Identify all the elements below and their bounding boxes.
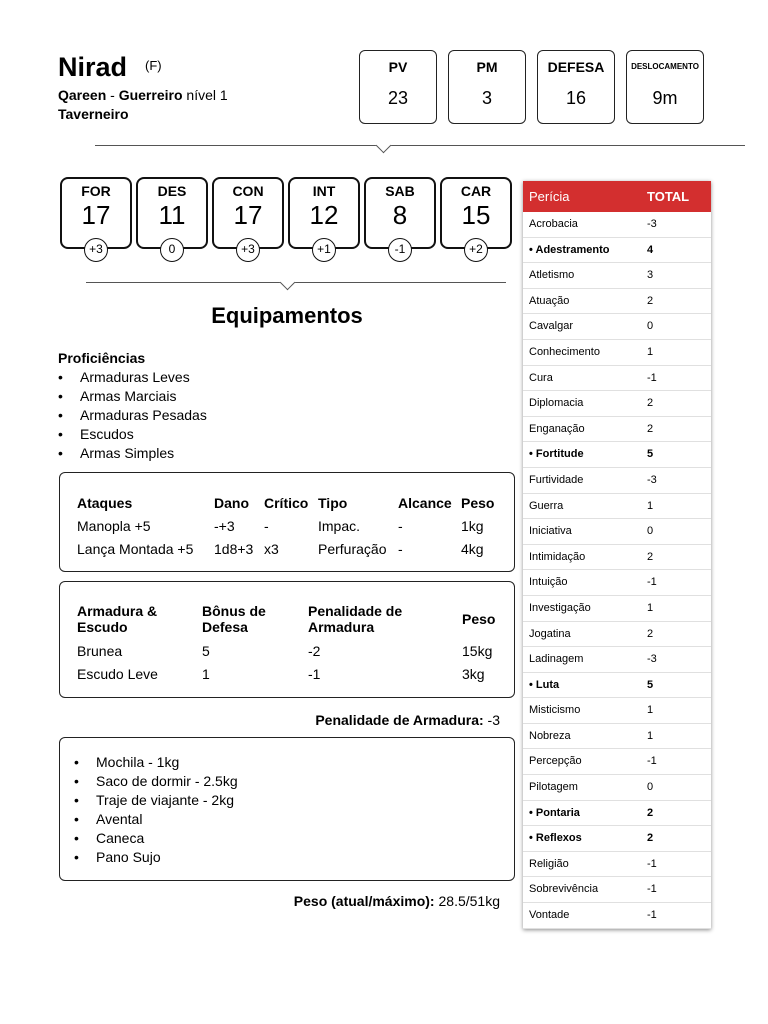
skill-row [523, 570, 711, 596]
table-header-row [77, 491, 507, 514]
list-item: • Traje de viajante - 2kg [74, 792, 234, 808]
skills-header [523, 181, 711, 212]
bullet: • [74, 811, 79, 827]
table-row [77, 537, 507, 560]
table-cell: 1d8+3 [214, 540, 254, 557]
skill-row [523, 749, 711, 775]
column-header: Dano [214, 494, 249, 511]
skill-name: • Adestramento [529, 243, 610, 256]
skill-name: • Luta [529, 678, 560, 691]
skill-total: 1 [647, 729, 654, 742]
character-level: nível 1 [186, 87, 228, 103]
attr-label: CON [232, 183, 264, 199]
skill-name: Vontade [529, 909, 570, 922]
attr-value: 12 [309, 200, 339, 230]
list-item: • Pano Sujo [74, 849, 161, 865]
list-item: • Armas Marciais [58, 388, 177, 404]
bullet: • [58, 388, 63, 404]
skill-name: Intuição [529, 576, 568, 589]
attr-int-modifier: +1 [312, 238, 336, 262]
stat-label: DESLOCAMENTO [631, 62, 699, 71]
attr-car-modifier: +2 [464, 238, 488, 262]
table-cell: 4kg [461, 540, 484, 557]
skill-row [523, 775, 711, 801]
table-cell: -2 [308, 642, 321, 659]
skill-total: 5 [647, 678, 654, 691]
skill-total: -3 [647, 473, 657, 486]
skill-row [523, 391, 711, 417]
skill-name: Religião [529, 857, 569, 870]
skill-name: • Pontaria [529, 806, 580, 819]
skill-name: Atletismo [529, 269, 575, 282]
skill-total: -3 [647, 218, 657, 230]
skill-name: Acrobacia [529, 218, 578, 230]
separator: - [110, 87, 115, 103]
skill-name: Furtividade [529, 473, 584, 486]
skill-total: 2 [647, 550, 654, 563]
skill-name: Sobrevivência [529, 883, 599, 896]
skill-total: -1 [647, 371, 657, 384]
skill-name: Intimidação [529, 550, 586, 563]
table-cell: Perfuração [318, 540, 387, 557]
skill-total: -1 [647, 883, 657, 896]
skill-total: 4 [647, 243, 654, 256]
skill-total: -1 [647, 576, 657, 589]
skill-name: Jogatina [529, 627, 571, 640]
skills-header-total: TOTAL [647, 189, 690, 204]
attr-con-modifier: +3 [236, 238, 260, 262]
attributes-divider-notch [280, 275, 296, 291]
stat-pv [359, 50, 437, 124]
attr-label: INT [312, 183, 336, 199]
table-cell: x3 [264, 540, 279, 557]
skill-total: 0 [647, 320, 654, 333]
armor-table [77, 599, 507, 685]
list-item: • Avental [74, 811, 143, 827]
table-cell: -1 [308, 665, 321, 682]
skill-name: Cavalgar [529, 320, 574, 333]
skill-name: • Reflexos [529, 832, 582, 845]
stat-label: PM [476, 59, 498, 75]
skill-row [523, 673, 711, 699]
table-cell: Impac. [318, 517, 361, 534]
weight-label: Peso (atual/máximo): [293, 893, 435, 909]
skill-total: 0 [647, 781, 654, 794]
character-class: Guerreiro [118, 87, 183, 103]
skill-total: 2 [647, 397, 654, 410]
skill-row [523, 314, 711, 340]
skill-total: -3 [647, 653, 657, 666]
skill-total: 2 [647, 422, 654, 435]
skill-row [523, 647, 711, 673]
table-row [77, 639, 507, 662]
bullet: • [74, 830, 79, 846]
column-header: Peso [462, 611, 496, 627]
stat-label: PV [388, 59, 408, 75]
armor-penalty-value: -3 [487, 712, 500, 728]
items-list [74, 753, 494, 867]
skill-row [523, 698, 711, 724]
skill-total: 1 [647, 499, 654, 512]
armor-penalty [315, 712, 500, 728]
skill-total: -1 [647, 755, 657, 768]
skill-name: Guerra [529, 499, 564, 512]
table-cell: -+3 [214, 517, 235, 534]
character-occupation: Taverneiro [58, 106, 129, 122]
stat-value: 23 [387, 88, 409, 108]
skills-rows [523, 212, 711, 929]
bullet: • [74, 792, 79, 808]
skill-row [523, 212, 711, 238]
table-cell: Manopla +5 [77, 517, 151, 534]
skill-total: 3 [647, 269, 654, 282]
weight-value: 28.5/51kg [438, 893, 500, 909]
table-row [77, 662, 507, 685]
skill-name: Conhecimento [529, 345, 600, 358]
skill-row [523, 877, 711, 903]
armor-penalty-label: Penalidade de Armadura: [315, 712, 484, 728]
attr-for-modifier: +3 [84, 238, 108, 262]
skill-total: 5 [647, 448, 654, 461]
table-cell: 3kg [462, 665, 485, 682]
skill-row [523, 289, 711, 315]
skill-row [523, 442, 711, 468]
attr-value: 15 [461, 200, 491, 230]
bullet: • [58, 426, 63, 442]
bullet: • [74, 773, 79, 789]
skill-name: Nobreza [529, 729, 571, 742]
skill-row [523, 545, 711, 571]
skill-row [523, 596, 711, 622]
table-cell: 1 [202, 665, 210, 682]
bullet: • [74, 849, 79, 865]
attr-label: SAB [385, 183, 415, 199]
character-race-class [58, 87, 228, 103]
bullet: • [58, 369, 63, 385]
skill-name: Ladinagem [529, 653, 584, 666]
stat-value: 9m [652, 88, 678, 108]
column-header: Crítico [264, 494, 309, 511]
attacks-panel [59, 472, 515, 572]
stat-pm [448, 50, 526, 124]
skill-name: Misticismo [529, 704, 581, 717]
table-cell: Lança Montada +5 [77, 540, 194, 557]
skills-table [523, 181, 711, 929]
list-item: • Saco de dormir - 2.5kg [74, 773, 238, 789]
column-header: Penalidade de Armadura [308, 603, 403, 635]
skill-total: 2 [647, 832, 654, 845]
column-header: Ataques [77, 494, 133, 511]
table-cell: - [398, 540, 403, 557]
skill-name: Diplomacia [529, 397, 584, 410]
column-header: Armadura & Escudo [77, 603, 158, 635]
skills-header-name: Perícia [529, 189, 570, 204]
skill-row [523, 263, 711, 289]
attr-value: 8 [392, 200, 408, 230]
column-header: Alcance [398, 494, 452, 511]
skill-row [523, 340, 711, 366]
table-cell: 5 [202, 642, 210, 659]
table-cell: 15kg [462, 642, 493, 659]
skill-row [523, 826, 711, 852]
table-row [77, 514, 507, 537]
skill-name: Atuação [529, 294, 570, 307]
skill-total: 1 [647, 345, 654, 358]
attr-value: 17 [233, 200, 263, 230]
list-item: • Caneca [74, 830, 145, 846]
skill-name: Percepção [529, 755, 582, 768]
skill-name: Pilotagem [529, 781, 578, 794]
skill-total: -1 [647, 857, 657, 870]
equipment-title: Equipamentos [211, 303, 363, 328]
column-header: Tipo [318, 494, 348, 511]
list-item: • Mochila - 1kg [74, 754, 180, 770]
skill-total: 2 [647, 294, 654, 307]
table-cell: - [264, 517, 269, 534]
skill-row [523, 903, 711, 929]
skill-total: 1 [647, 704, 654, 717]
stat-defesa [537, 50, 615, 124]
attr-label: FOR [81, 183, 111, 199]
list-item: • Escudos [58, 426, 134, 442]
header-divider-notch [376, 138, 392, 154]
attr-value: 17 [81, 200, 111, 230]
character-gender: (F) [145, 58, 162, 73]
table-header-row [77, 599, 507, 639]
list-item: • Armaduras Pesadas [58, 407, 207, 423]
skill-name: Cura [529, 371, 553, 384]
attr-value: 11 [158, 200, 186, 230]
skill-name: Investigação [529, 601, 591, 614]
proficiencies-label: Proficiências [58, 350, 146, 366]
list-item: • Armas Simples [58, 445, 175, 461]
bullet: • [74, 754, 79, 770]
skill-row [523, 468, 711, 494]
skill-row [523, 519, 711, 545]
attr-label: CAR [460, 183, 492, 199]
column-header: Bônus de Defesa [202, 603, 266, 635]
skill-name: Iniciativa [529, 525, 572, 538]
stat-label: DEFESA [547, 59, 605, 75]
proficiencies-list [58, 368, 358, 463]
armor-panel [59, 581, 515, 698]
table-cell: 1kg [461, 517, 484, 534]
character-race: Qareen [58, 87, 107, 103]
skill-row [523, 366, 711, 392]
bullet: • [58, 407, 63, 423]
skill-row [523, 238, 711, 264]
attr-label: DES [157, 183, 187, 199]
skill-row [523, 622, 711, 648]
stat-deslocamento [626, 50, 704, 124]
character-name: Nirad [58, 52, 128, 82]
skill-row [523, 852, 711, 878]
stat-value: 16 [565, 88, 587, 108]
skill-row [523, 801, 711, 827]
skill-total: 2 [647, 627, 654, 640]
skill-name: Enganação [529, 422, 585, 435]
bullet: • [58, 445, 63, 461]
skill-name: • Fortitude [529, 448, 584, 461]
skill-total: -1 [647, 909, 657, 922]
skill-row [523, 494, 711, 520]
table-cell: Escudo Leve [77, 665, 158, 682]
list-item: • Armaduras Leves [58, 369, 190, 385]
header-divider [95, 145, 745, 146]
stat-value: 3 [481, 88, 492, 108]
column-header: Peso [461, 494, 495, 511]
attr-des-modifier: 0 [160, 238, 184, 262]
attacks-table [77, 491, 507, 560]
skill-row [523, 417, 711, 443]
weight-summary [294, 893, 500, 909]
skill-total: 0 [647, 525, 654, 538]
attr-sab-modifier: -1 [388, 238, 412, 262]
skill-total: 2 [647, 806, 654, 819]
skill-total: 1 [647, 601, 654, 614]
attributes-divider [86, 282, 506, 283]
table-cell: Brunea [77, 642, 123, 659]
items-panel [59, 737, 515, 881]
skill-row [523, 724, 711, 750]
table-cell: - [398, 517, 403, 534]
